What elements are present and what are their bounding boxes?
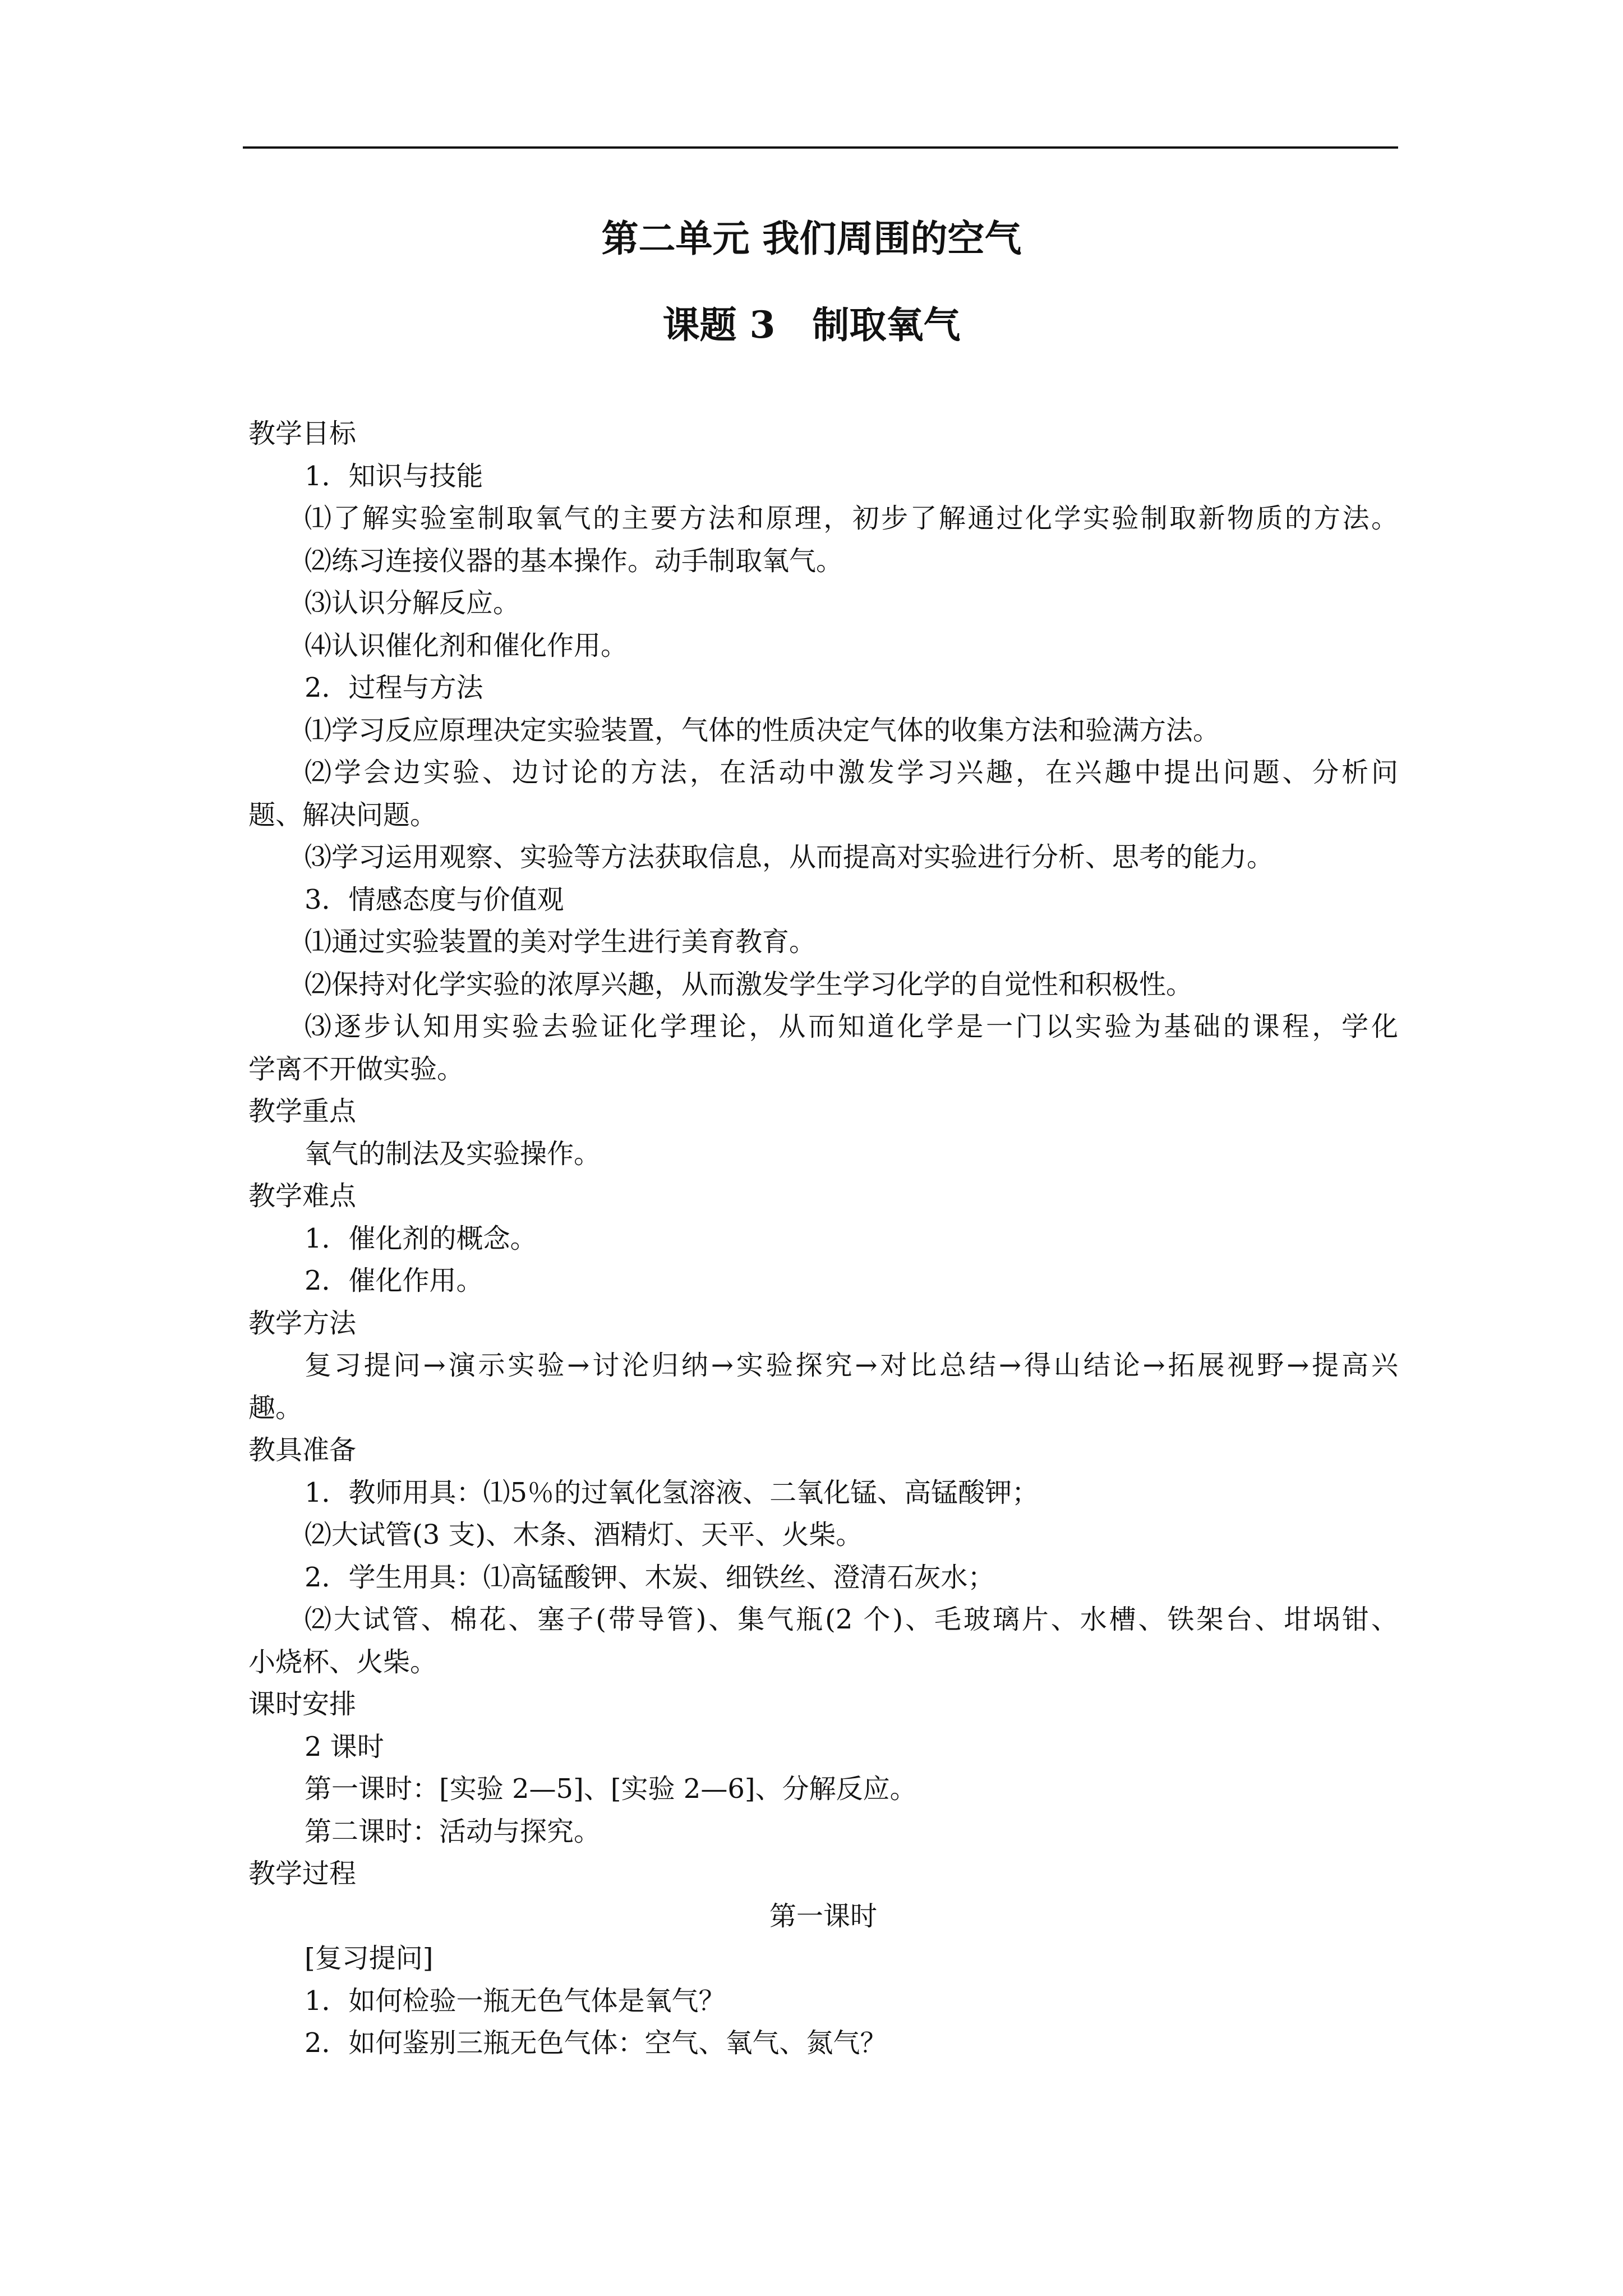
paragraph-line: 第二课时：活动与探究。	[305, 1815, 601, 1847]
paragraph-line: 复习提问→演示实验→讨沦归纳→实验探究→对比总结→得山结论→拓展视野→提高兴	[305, 1350, 1398, 1381]
section-heading-line: 课时安排	[248, 1688, 357, 1720]
section-heading-line: 教学重点	[248, 1096, 357, 1127]
paragraph-line: ⑶认识分解反应。	[305, 587, 520, 619]
paragraph-line: ⑴了解实验室制取氧气的主要方法和原理，初步了解通过化学实验制取新物质的方法。	[305, 503, 1398, 534]
section-heading-line: 教学目标	[248, 418, 357, 449]
paragraph-line: [复习提问]	[305, 1943, 434, 1974]
paragraph-line: 2．如何鉴别三瓶无色气体：空气、氧气、氮气？	[305, 2027, 887, 2059]
paragraph-line: ⑵保持对化学实验的浓厚兴趣，从而激发学生学习化学的自觉性和积极性。	[305, 968, 1193, 1000]
paragraph-line: 2．过程与方法	[305, 672, 483, 703]
header-rule	[243, 146, 1398, 149]
section-heading-line: 题、解决问题。	[248, 799, 437, 831]
paragraph-line: ⑶学习运用观察、实验等方法获取信息，从而提高对实验进行分析、思考的能力。	[305, 841, 1274, 873]
paragraph-line: 1．如何检验一瓶无色气体是氧气？	[305, 1985, 726, 2017]
paragraph-line: 第一课时：[实验 2—5]、[实验 2—6]、分解反应。	[305, 1773, 917, 1805]
paragraph-line: 2 课时	[305, 1731, 384, 1763]
paragraph-line: 2．催化作用。	[305, 1265, 483, 1296]
paragraph-line: 3．情感态度与价值观	[305, 884, 564, 915]
paragraph-line: ⑴学习反应原理决定实验装置，气体的性质决定气体的收集方法和验满方法。	[305, 714, 1220, 746]
paragraph-line: 1．催化剂的概念。	[305, 1222, 537, 1254]
paragraph-line: 氧气的制法及实验操作。	[305, 1138, 601, 1170]
lesson-title: 课题 3 制取氧气	[662, 303, 961, 347]
document-body	[248, 413, 1398, 2065]
section-heading-line: 学离不开做实验。	[248, 1053, 464, 1085]
unit-title: 第二单元 我们周围的空气	[601, 217, 1022, 260]
paragraph-line: 1．知识与技能	[305, 460, 483, 492]
section-heading-line: 小烧杯、火柴。	[248, 1646, 437, 1678]
paragraph-line: ⑷认识催化剂和催化作用。	[305, 629, 628, 661]
section-heading-line: 趣。	[248, 1392, 303, 1424]
paragraph-line: ⑵大试管(3 支)、木条、酒精灯、天平、火柴。	[305, 1519, 863, 1550]
section-heading-line: 教学难点	[248, 1180, 357, 1212]
paragraph-line: ⑵学会边实验、边讨论的方法，在活动中激发学习兴趣，在兴趣中提出问题、分析问	[305, 757, 1398, 788]
paragraph-line: 第一课时	[769, 1900, 877, 1932]
paragraph-line: ⑵练习连接仪器的基本操作。动手制取氧气。	[305, 545, 843, 577]
section-heading-line: 教学过程	[248, 1858, 357, 1889]
paragraph-line: 1．教师用具：⑴5％的过氧化氢溶液、二氧化锰、高锰酸钾；	[305, 1476, 1039, 1508]
paragraph-line: ⑶逐步认知用实验去验证化学理论，从而知道化学是一门以实验为基础的课程，学化	[305, 1011, 1398, 1042]
section-heading-line: 教学方法	[248, 1307, 357, 1339]
paragraph-line: ⑵大试管、棉花、塞子(带导管)、集气瓶(2 个)、毛玻璃片、水槽、铁架台、坩埚钳、	[305, 1604, 1398, 1635]
paragraph-line: 2．学生用具：⑴高锰酸钾、木炭、细铁丝、澄清石灰水；	[305, 1561, 995, 1593]
section-heading-line: 教具准备	[248, 1434, 357, 1466]
paragraph-line: ⑴通过实验装置的美对学生进行美育教育。	[305, 926, 817, 958]
